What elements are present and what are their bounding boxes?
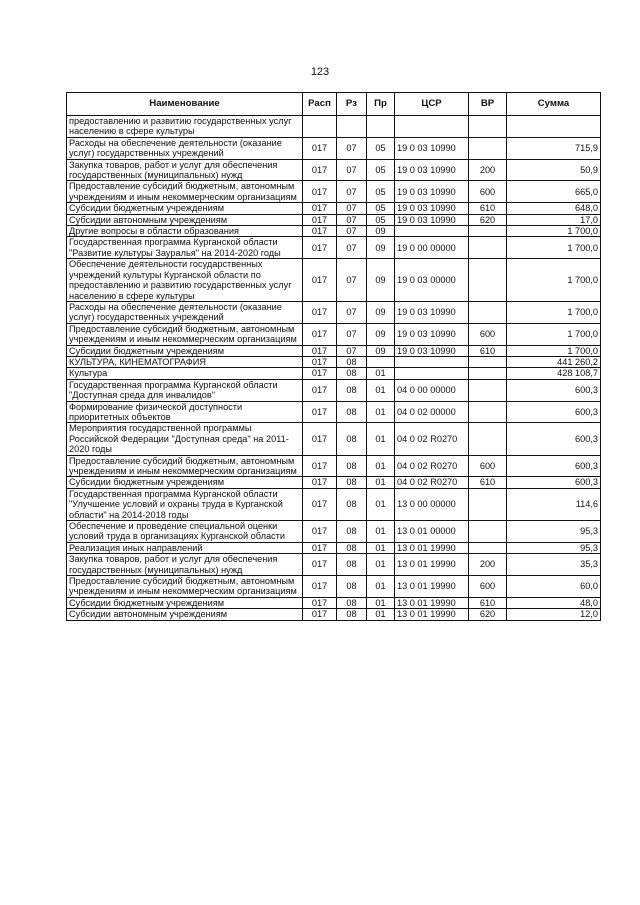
cell-rasp: 017 [303, 609, 337, 620]
table-row [67, 181, 601, 203]
cell-pr: 05 [367, 214, 395, 225]
cell-pr: 05 [367, 137, 395, 159]
table-row [67, 356, 601, 367]
column-header-rasp: Расп [303, 93, 337, 116]
cell-csr: 19 0 03 10990 [395, 323, 469, 345]
cell-sum: 428 108,7 [507, 368, 601, 379]
cell-name: Субсидии бюджетным учреждениям [67, 597, 303, 608]
cell-rasp [303, 116, 337, 138]
cell-rz: 08 [337, 356, 367, 367]
cell-vr [469, 379, 507, 401]
column-header-sum: Сумма [507, 93, 601, 116]
cell-vr: 600 [469, 181, 507, 203]
cell-rz: 08 [337, 488, 367, 520]
cell-rasp: 017 [303, 214, 337, 225]
cell-csr [395, 356, 469, 367]
cell-vr: 600 [469, 455, 507, 477]
cell-name: Государственная программа Курганской области "Улучшение условий и охраны труда в Курганской области" на 2014-2018 годы [67, 488, 303, 520]
table-row [67, 401, 601, 423]
cell-pr: 05 [367, 181, 395, 203]
cell-pr: 09 [367, 345, 395, 356]
cell-name: Культура [67, 368, 303, 379]
page-number: 123 [310, 66, 330, 78]
cell-rasp: 017 [303, 323, 337, 345]
cell-csr: 19 0 03 10990 [395, 214, 469, 225]
cell-name: Субсидии бюджетным учреждениям [67, 477, 303, 488]
cell-pr: 01 [367, 488, 395, 520]
cell-rasp: 017 [303, 237, 337, 259]
cell-rasp: 017 [303, 455, 337, 477]
cell-pr: 01 [367, 477, 395, 488]
cell-rasp: 017 [303, 488, 337, 520]
cell-vr: 610 [469, 203, 507, 214]
cell-csr: 13 0 01 19990 [395, 597, 469, 608]
cell-rasp: 017 [303, 521, 337, 543]
cell-csr: 13 0 01 00000 [395, 521, 469, 543]
cell-rz: 08 [337, 521, 367, 543]
cell-rasp: 017 [303, 356, 337, 367]
cell-csr: 13 0 01 19990 [395, 554, 469, 576]
cell-rz: 07 [337, 159, 367, 181]
cell-csr: 19 0 03 10990 [395, 345, 469, 356]
table-row [67, 137, 601, 159]
cell-rz: 08 [337, 368, 367, 379]
cell-pr [367, 356, 395, 367]
cell-vr [469, 259, 507, 302]
cell-sum: 1 700,0 [507, 301, 601, 323]
cell-rz: 07 [337, 259, 367, 302]
cell-sum [507, 116, 601, 138]
cell-pr: 01 [367, 368, 395, 379]
cell-pr: 01 [367, 521, 395, 543]
cell-sum: 95,3 [507, 542, 601, 553]
cell-rasp: 017 [303, 401, 337, 423]
cell-rz: 08 [337, 609, 367, 620]
cell-vr [469, 423, 507, 455]
cell-name: Предоставление субсидий бюджетным, автономным учреждениям и иным некоммерческим организациям [67, 181, 303, 203]
cell-rasp: 017 [303, 597, 337, 608]
cell-csr: 19 0 03 10990 [395, 203, 469, 214]
cell-rz: 07 [337, 345, 367, 356]
cell-pr: 09 [367, 237, 395, 259]
cell-vr: 620 [469, 609, 507, 620]
cell-sum: 600,3 [507, 423, 601, 455]
cell-rz: 08 [337, 597, 367, 608]
cell-vr: 600 [469, 576, 507, 598]
cell-vr [469, 356, 507, 367]
cell-rasp: 017 [303, 477, 337, 488]
cell-sum: 48,0 [507, 597, 601, 608]
cell-csr: 13 0 01 19990 [395, 542, 469, 553]
cell-sum: 1 700,0 [507, 345, 601, 356]
cell-sum: 1 700,0 [507, 226, 601, 237]
cell-name: Субсидии автономным учреждениям [67, 609, 303, 620]
cell-csr: 04 0 00 00000 [395, 379, 469, 401]
cell-rasp: 017 [303, 203, 337, 214]
cell-vr [469, 137, 507, 159]
cell-name: Мероприятия государственной программы Российской Федерации "Доступная среда" на 2011-2020 годы [67, 423, 303, 455]
cell-name: Расходы на обеспечение деятельности (оказание услуг) государственных учреждений [67, 301, 303, 323]
cell-rasp: 017 [303, 181, 337, 203]
cell-rasp: 017 [303, 259, 337, 302]
table-row [67, 423, 601, 455]
cell-rasp: 017 [303, 301, 337, 323]
cell-vr: 610 [469, 345, 507, 356]
cell-name: Расходы на обеспечение деятельности (оказание услуг) государственных учреждений [67, 137, 303, 159]
cell-pr: 09 [367, 226, 395, 237]
table-row [67, 237, 601, 259]
cell-sum: 95,3 [507, 521, 601, 543]
cell-csr: 19 0 03 10990 [395, 159, 469, 181]
cell-vr: 610 [469, 477, 507, 488]
cell-rz: 08 [337, 542, 367, 553]
table-row [67, 597, 601, 608]
cell-csr: 04 0 02 R0270 [395, 423, 469, 455]
budget-table [66, 92, 601, 621]
cell-rz: 08 [337, 477, 367, 488]
cell-pr: 01 [367, 423, 395, 455]
cell-name: Предоставление субсидий бюджетным, автономным учреждениям и иным некоммерческим организациям [67, 455, 303, 477]
table-row [67, 259, 601, 302]
cell-sum: 600,3 [507, 401, 601, 423]
cell-rasp: 017 [303, 368, 337, 379]
cell-rasp: 017 [303, 159, 337, 181]
cell-rz: 08 [337, 455, 367, 477]
cell-vr: 620 [469, 214, 507, 225]
table-row [67, 116, 601, 138]
cell-csr: 13 0 01 19990 [395, 609, 469, 620]
table-row [67, 345, 601, 356]
table-row [67, 203, 601, 214]
table-row [67, 521, 601, 543]
cell-pr: 01 [367, 554, 395, 576]
cell-sum: 665,0 [507, 181, 601, 203]
table-row [67, 301, 601, 323]
table-body [67, 116, 601, 621]
cell-name: Субсидии бюджетным учреждениям [67, 203, 303, 214]
cell-csr [395, 368, 469, 379]
cell-rasp: 017 [303, 554, 337, 576]
cell-pr: 09 [367, 323, 395, 345]
table-row [67, 542, 601, 553]
cell-sum: 114,6 [507, 488, 601, 520]
cell-name: Субсидии автономным учреждениям [67, 214, 303, 225]
cell-sum: 12,0 [507, 609, 601, 620]
cell-name: Закупка товаров, работ и услуг для обеспечения государственных (муниципальных) нужд [67, 554, 303, 576]
table-header-row [67, 93, 601, 116]
cell-rz: 07 [337, 214, 367, 225]
cell-sum: 600,3 [507, 379, 601, 401]
cell-csr: 19 0 03 10990 [395, 137, 469, 159]
cell-sum: 35,3 [507, 554, 601, 576]
cell-name: Предоставление субсидий бюджетным, автономным учреждениям и иным некоммерческим организациям [67, 323, 303, 345]
cell-rz: 08 [337, 554, 367, 576]
table-row [67, 609, 601, 620]
cell-name: Закупка товаров, работ и услуг для обеспечения государственных (муниципальных) нужд [67, 159, 303, 181]
cell-rz: 08 [337, 576, 367, 598]
cell-name: Обеспечение и проведение специальной оценки условий труда в организациях Курганской области [67, 521, 303, 543]
cell-pr: 01 [367, 401, 395, 423]
cell-rasp: 017 [303, 345, 337, 356]
cell-rz [337, 116, 367, 138]
cell-rasp: 017 [303, 137, 337, 159]
cell-name: Предоставление субсидий бюджетным, автономным учреждениям и иным некоммерческим организациям [67, 576, 303, 598]
cell-rz: 08 [337, 401, 367, 423]
cell-vr: 200 [469, 159, 507, 181]
cell-csr: 04 0 02 R0270 [395, 455, 469, 477]
cell-sum: 60,0 [507, 576, 601, 598]
cell-csr: 19 0 00 00000 [395, 237, 469, 259]
table-row [67, 477, 601, 488]
cell-vr: 200 [469, 554, 507, 576]
cell-pr: 09 [367, 301, 395, 323]
cell-rasp: 017 [303, 542, 337, 553]
cell-rz: 07 [337, 301, 367, 323]
column-header-vr: ВР [469, 93, 507, 116]
column-header-name: Наименование [67, 93, 303, 116]
table-row [67, 576, 601, 598]
cell-csr: 13 0 01 19990 [395, 576, 469, 598]
cell-rasp: 017 [303, 226, 337, 237]
cell-sum: 648,0 [507, 203, 601, 214]
cell-sum: 441 260,2 [507, 356, 601, 367]
table-row [67, 368, 601, 379]
cell-rasp: 017 [303, 423, 337, 455]
table-row [67, 214, 601, 225]
cell-pr: 01 [367, 576, 395, 598]
cell-csr: 04 0 02 00000 [395, 401, 469, 423]
cell-pr: 09 [367, 259, 395, 302]
cell-rz: 07 [337, 323, 367, 345]
cell-name: Формирование физической доступности приоритетных объектов [67, 401, 303, 423]
column-header-rz: Рз [337, 93, 367, 116]
cell-pr: 01 [367, 609, 395, 620]
column-header-csr: ЦСР [395, 93, 469, 116]
cell-pr: 01 [367, 379, 395, 401]
cell-rz: 07 [337, 226, 367, 237]
cell-sum: 600,3 [507, 477, 601, 488]
cell-vr [469, 301, 507, 323]
cell-rz: 08 [337, 379, 367, 401]
cell-sum: 715,9 [507, 137, 601, 159]
cell-pr [367, 116, 395, 138]
cell-name: Государственная программа Курганской области "Развитие культуры Зауралья" на 2014-2020 годы [67, 237, 303, 259]
cell-csr: 19 0 03 00000 [395, 259, 469, 302]
cell-vr [469, 521, 507, 543]
cell-name: Субсидии бюджетным учреждениям [67, 345, 303, 356]
cell-csr [395, 226, 469, 237]
table-row [67, 554, 601, 576]
cell-sum: 1 700,0 [507, 323, 601, 345]
table-row [67, 455, 601, 477]
cell-vr [469, 542, 507, 553]
cell-vr [469, 226, 507, 237]
cell-csr: 19 0 03 10990 [395, 181, 469, 203]
cell-rz: 08 [337, 423, 367, 455]
cell-vr: 600 [469, 323, 507, 345]
cell-sum: 1 700,0 [507, 259, 601, 302]
cell-csr: 04 0 02 R0270 [395, 477, 469, 488]
cell-sum: 600,3 [507, 455, 601, 477]
cell-vr [469, 116, 507, 138]
table-row [67, 488, 601, 520]
cell-sum: 50,9 [507, 159, 601, 181]
table-row [67, 159, 601, 181]
cell-rz: 07 [337, 137, 367, 159]
cell-name: предоставлению и развитию государственных услуг населению в сфере культуры [67, 116, 303, 138]
table-row [67, 226, 601, 237]
cell-rz: 07 [337, 237, 367, 259]
cell-vr [469, 237, 507, 259]
cell-rz: 07 [337, 203, 367, 214]
cell-rasp: 017 [303, 576, 337, 598]
cell-name: Государственная программа Курганской области "Доступная среда для инвалидов" [67, 379, 303, 401]
cell-sum: 1 700,0 [507, 237, 601, 259]
cell-pr: 05 [367, 159, 395, 181]
table-row [67, 379, 601, 401]
cell-pr: 01 [367, 597, 395, 608]
cell-pr: 05 [367, 203, 395, 214]
cell-name: КУЛЬТУРА, КИНЕМАТОГРАФИЯ [67, 356, 303, 367]
cell-vr [469, 488, 507, 520]
cell-pr: 01 [367, 455, 395, 477]
cell-pr: 01 [367, 542, 395, 553]
cell-csr [395, 116, 469, 138]
cell-name: Реализация иных направлений [67, 542, 303, 553]
cell-sum: 17,0 [507, 214, 601, 225]
cell-vr [469, 401, 507, 423]
cell-vr: 610 [469, 597, 507, 608]
cell-rasp: 017 [303, 379, 337, 401]
column-header-pr: Пр [367, 93, 395, 116]
cell-vr [469, 368, 507, 379]
cell-csr: 13 0 00 00000 [395, 488, 469, 520]
cell-csr: 19 0 03 10990 [395, 301, 469, 323]
cell-rz: 07 [337, 181, 367, 203]
table-row [67, 323, 601, 345]
cell-name: Другие вопросы в области образования [67, 226, 303, 237]
cell-name: Обеспечение деятельности государственных учреждений культуры Курганской области по предоставлению и развитию государственных услуг населению в сфере культуры [67, 259, 303, 302]
